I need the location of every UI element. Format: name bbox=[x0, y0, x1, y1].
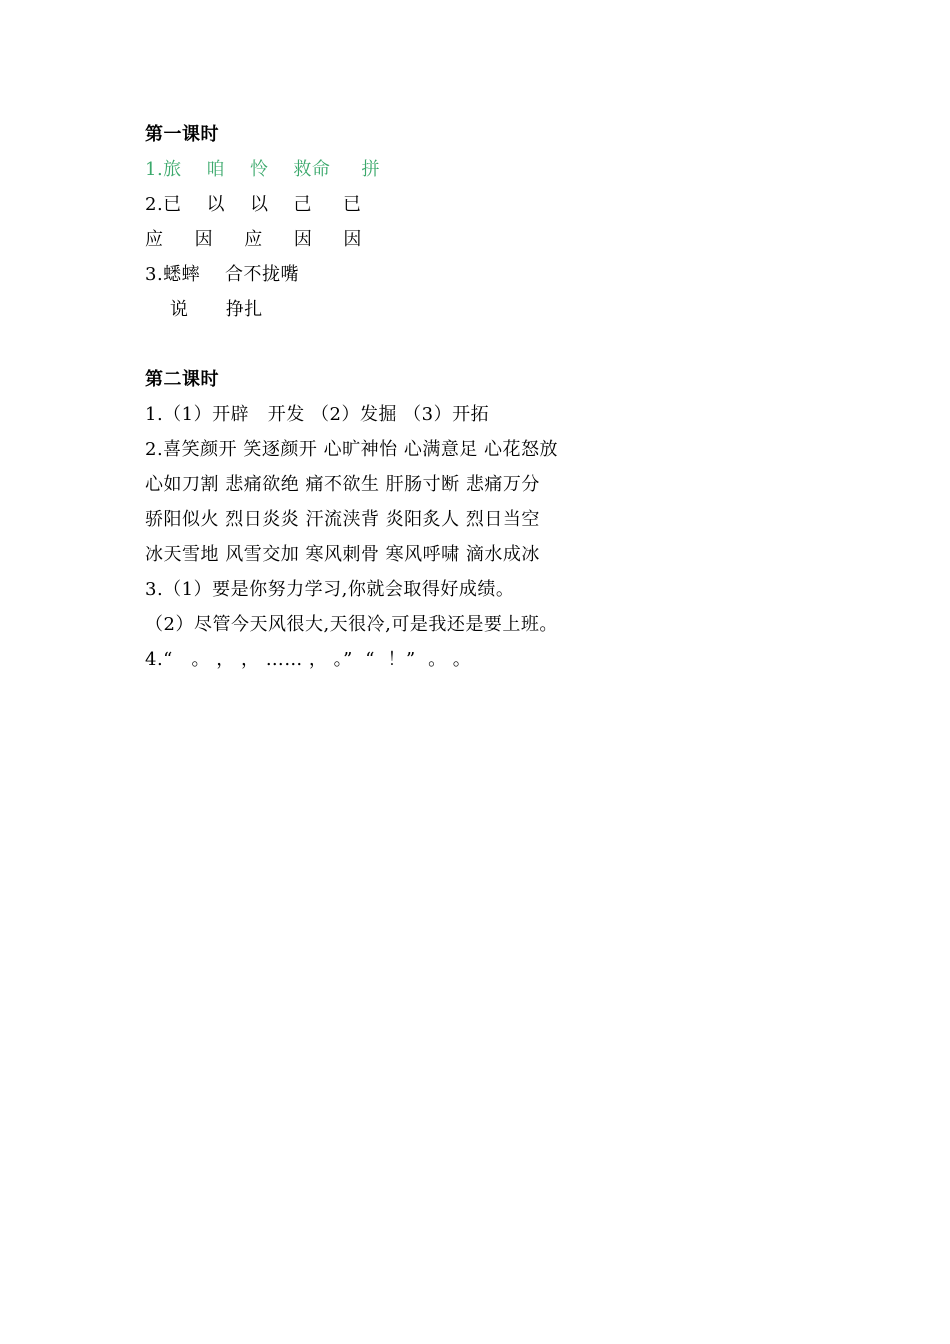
section2-heading: 第二课时 bbox=[145, 369, 219, 390]
section2-answer-2d: 冰天雪地 风雪交加 寒风刺骨 寒风呼啸 滴水成冰 bbox=[145, 544, 540, 565]
section2-answer-2b: 心如刀割 悲痛欲绝 痛不欲生 肝肠寸断 悲痛万分 bbox=[145, 474, 540, 495]
section2-answer-1: 1.（1）开辟 开发 （2）发掘 （3）开拓 bbox=[145, 404, 490, 425]
section2-answer-3a: 3.（1）要是你努力学习,你就会取得好成绩。 bbox=[145, 579, 515, 600]
section2-answer-2a: 2.喜笑颜开 笑逐颜开 心旷神怡 心满意足 心花怒放 bbox=[145, 439, 559, 460]
section1-answer-1: 1.旅 咱 怜 救命 拼 bbox=[145, 159, 380, 180]
section1-answer-3b: 说 挣扎 bbox=[145, 299, 263, 320]
section1-answer-3a: 3.蟋蟀 合不拢嘴 bbox=[145, 264, 300, 285]
section2-answer-3b: （2）尽管今天风很大,天很冷,可是我还是要上班。 bbox=[145, 614, 558, 635]
section2-answer-4: 4.“ 。 ， ， …… ， 。” “ ！” 。 。 bbox=[145, 649, 472, 670]
answer-page bbox=[145, 117, 845, 677]
section2-answer-2c: 骄阳似火 烈日炎炎 汗流浃背 炎阳炙人 烈日当空 bbox=[145, 509, 540, 530]
section-spacer bbox=[145, 327, 845, 362]
section1-answer-2a: 2.已 以 以 己 已 bbox=[145, 194, 362, 215]
section1-heading: 第一课时 bbox=[145, 124, 219, 145]
section1-answer-2b: 应 因 应 因 因 bbox=[145, 229, 362, 250]
